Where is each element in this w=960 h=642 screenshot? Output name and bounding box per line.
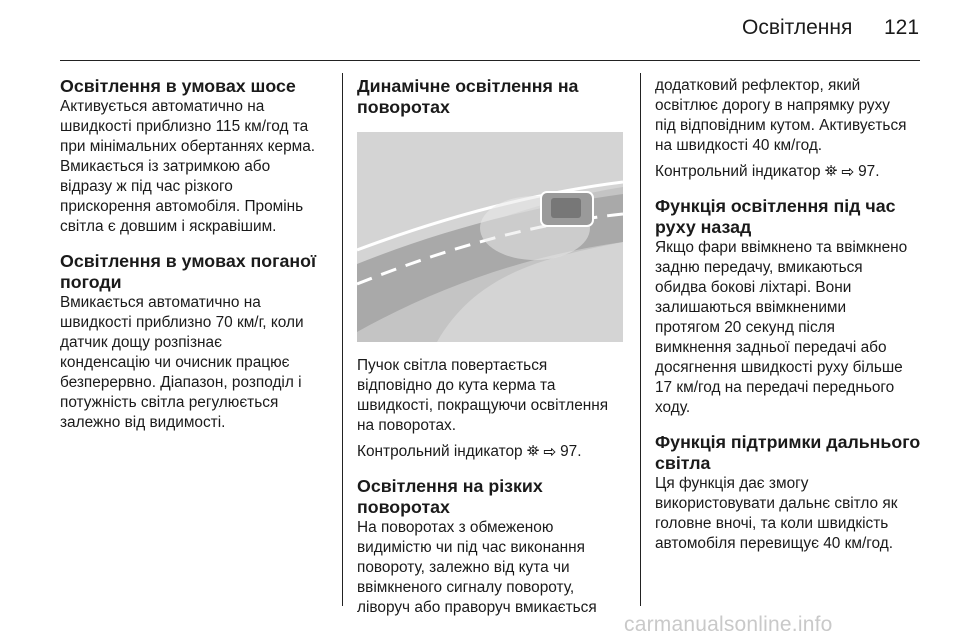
text-line: швидкості, покращуючи освітлення bbox=[357, 397, 609, 414]
text-line: на швидкості 40 км/год. bbox=[655, 137, 823, 154]
heading-line: світла bbox=[655, 453, 711, 473]
watermark-text: carmanualsonline.info bbox=[624, 613, 833, 636]
page-ref-arrow-icon: ⇨ bbox=[543, 443, 556, 460]
section-heading-reverse-lighting bbox=[655, 196, 925, 238]
text-line: на поворотах. bbox=[357, 417, 456, 434]
heading-line: Функція освітлення під час bbox=[655, 196, 896, 216]
column-3 bbox=[655, 76, 925, 554]
text-line: світла є довшим і яскравішим. bbox=[60, 218, 277, 235]
indicator-label: Контрольний індикатор bbox=[357, 443, 523, 460]
indicator-label: Контрольний індикатор bbox=[655, 163, 821, 180]
text-line: повороту, залежно від кута чи bbox=[357, 559, 570, 576]
text-line: ввімкненого сигналу повороту, bbox=[357, 579, 575, 596]
text-line: Якщо фари ввімкнено та ввімкнено bbox=[655, 239, 908, 256]
section-heading-dynamic-cornering bbox=[357, 76, 627, 118]
text-line: досягнення швидкості руху більше bbox=[655, 359, 903, 376]
headlight-indicator-icon: ⛯ bbox=[824, 163, 838, 180]
heading-line: Динамічне освітлення на bbox=[357, 76, 579, 96]
indicator-reference bbox=[655, 162, 925, 182]
column-2 bbox=[357, 76, 627, 618]
header-rule bbox=[60, 60, 920, 61]
page-header-title: Освітлення bbox=[742, 16, 853, 39]
text-line: На поворотах з обмеженою bbox=[357, 519, 554, 536]
text-line: Активується автоматично на bbox=[60, 98, 265, 115]
text-line: залишаються ввімкненими bbox=[655, 299, 847, 316]
text-line: Вмикається автоматично на bbox=[60, 294, 261, 311]
text-line: під відповідним кутом. Активується bbox=[655, 117, 907, 134]
section-heading-highway-lighting: Освітлення в умовах шосе bbox=[60, 76, 296, 96]
text-line: 17 км/год на передачі переднього bbox=[655, 379, 895, 396]
heading-line: поворотах bbox=[357, 97, 450, 117]
headlight-indicator-icon: ⛯ bbox=[526, 443, 540, 460]
text-line: ліворуч або праворуч вмикається bbox=[357, 599, 597, 616]
text-line: вимкнення задньої передачі або bbox=[655, 339, 887, 356]
road-curve-graphic bbox=[357, 132, 623, 342]
page-ref-arrow-icon: ⇨ bbox=[841, 163, 854, 180]
text-line: Вмикається із затримкою або bbox=[60, 158, 271, 175]
text-line: швидкості приблизно 115 км/год та bbox=[60, 118, 309, 135]
heading-line: поворотах bbox=[357, 497, 450, 517]
heading-line: погоди bbox=[60, 272, 122, 292]
text-line: автомобіля перевищує 40 км/год. bbox=[655, 535, 893, 552]
section-heading-bad-weather-lighting bbox=[60, 251, 330, 293]
text-line: потужність світла регулюється bbox=[60, 394, 279, 411]
text-line: обидва бокові ліхтарі. Вони bbox=[655, 279, 852, 296]
page-number: 121 bbox=[884, 16, 920, 39]
column-divider bbox=[640, 73, 641, 606]
column-divider bbox=[342, 73, 343, 606]
text-line: додатковий рефлектор, який bbox=[655, 77, 861, 94]
text-line: ходу. bbox=[655, 399, 691, 416]
text-line: Ця функція дає змогу bbox=[655, 475, 809, 492]
text-line: безперервно. Діапазон, розподіл і bbox=[60, 374, 302, 391]
text-line: головне вночі, та коли швидкість bbox=[655, 515, 889, 532]
text-line: відразу ж під час різкого bbox=[60, 178, 233, 195]
heading-line: Освітлення на різких bbox=[357, 476, 543, 496]
text-line: освітлює дорогу в напрямку руху bbox=[655, 97, 890, 114]
section-heading-high-beam-assist bbox=[655, 432, 925, 474]
text-line: швидкості приблизно 70 км/г, коли bbox=[60, 314, 304, 331]
text-line: датчик дощу розпізнає bbox=[60, 334, 222, 351]
text-line: залежно від видимості. bbox=[60, 414, 226, 431]
indicator-page-ref: 97. bbox=[858, 163, 880, 180]
heading-line: Функція підтримки дальнього bbox=[655, 432, 921, 452]
text-line: відповідно до кута керма та bbox=[357, 377, 556, 394]
text-line: задню передачу, вмикаються bbox=[655, 259, 863, 276]
text-line: Пучок світла повертається bbox=[357, 357, 548, 374]
text-line: прискорення автомобіля. Промінь bbox=[60, 198, 304, 215]
heading-line: руху назад bbox=[655, 217, 752, 237]
cornering-light-illustration bbox=[357, 132, 623, 342]
indicator-reference bbox=[357, 442, 627, 462]
text-line: протягом 20 секунд після bbox=[655, 319, 835, 336]
text-line: видимістю чи під час виконання bbox=[357, 539, 585, 556]
heading-line: Освітлення в умовах поганої bbox=[60, 251, 317, 271]
indicator-page-ref: 97. bbox=[560, 443, 582, 460]
text-line: при мінімальних обертаннях керма. bbox=[60, 138, 316, 155]
text-line: використовувати дальнє світло як bbox=[655, 495, 898, 512]
column-1 bbox=[60, 76, 330, 433]
text-line: конденсацію чи очисник працює bbox=[60, 354, 290, 371]
section-heading-sharp-cornering bbox=[357, 476, 627, 518]
